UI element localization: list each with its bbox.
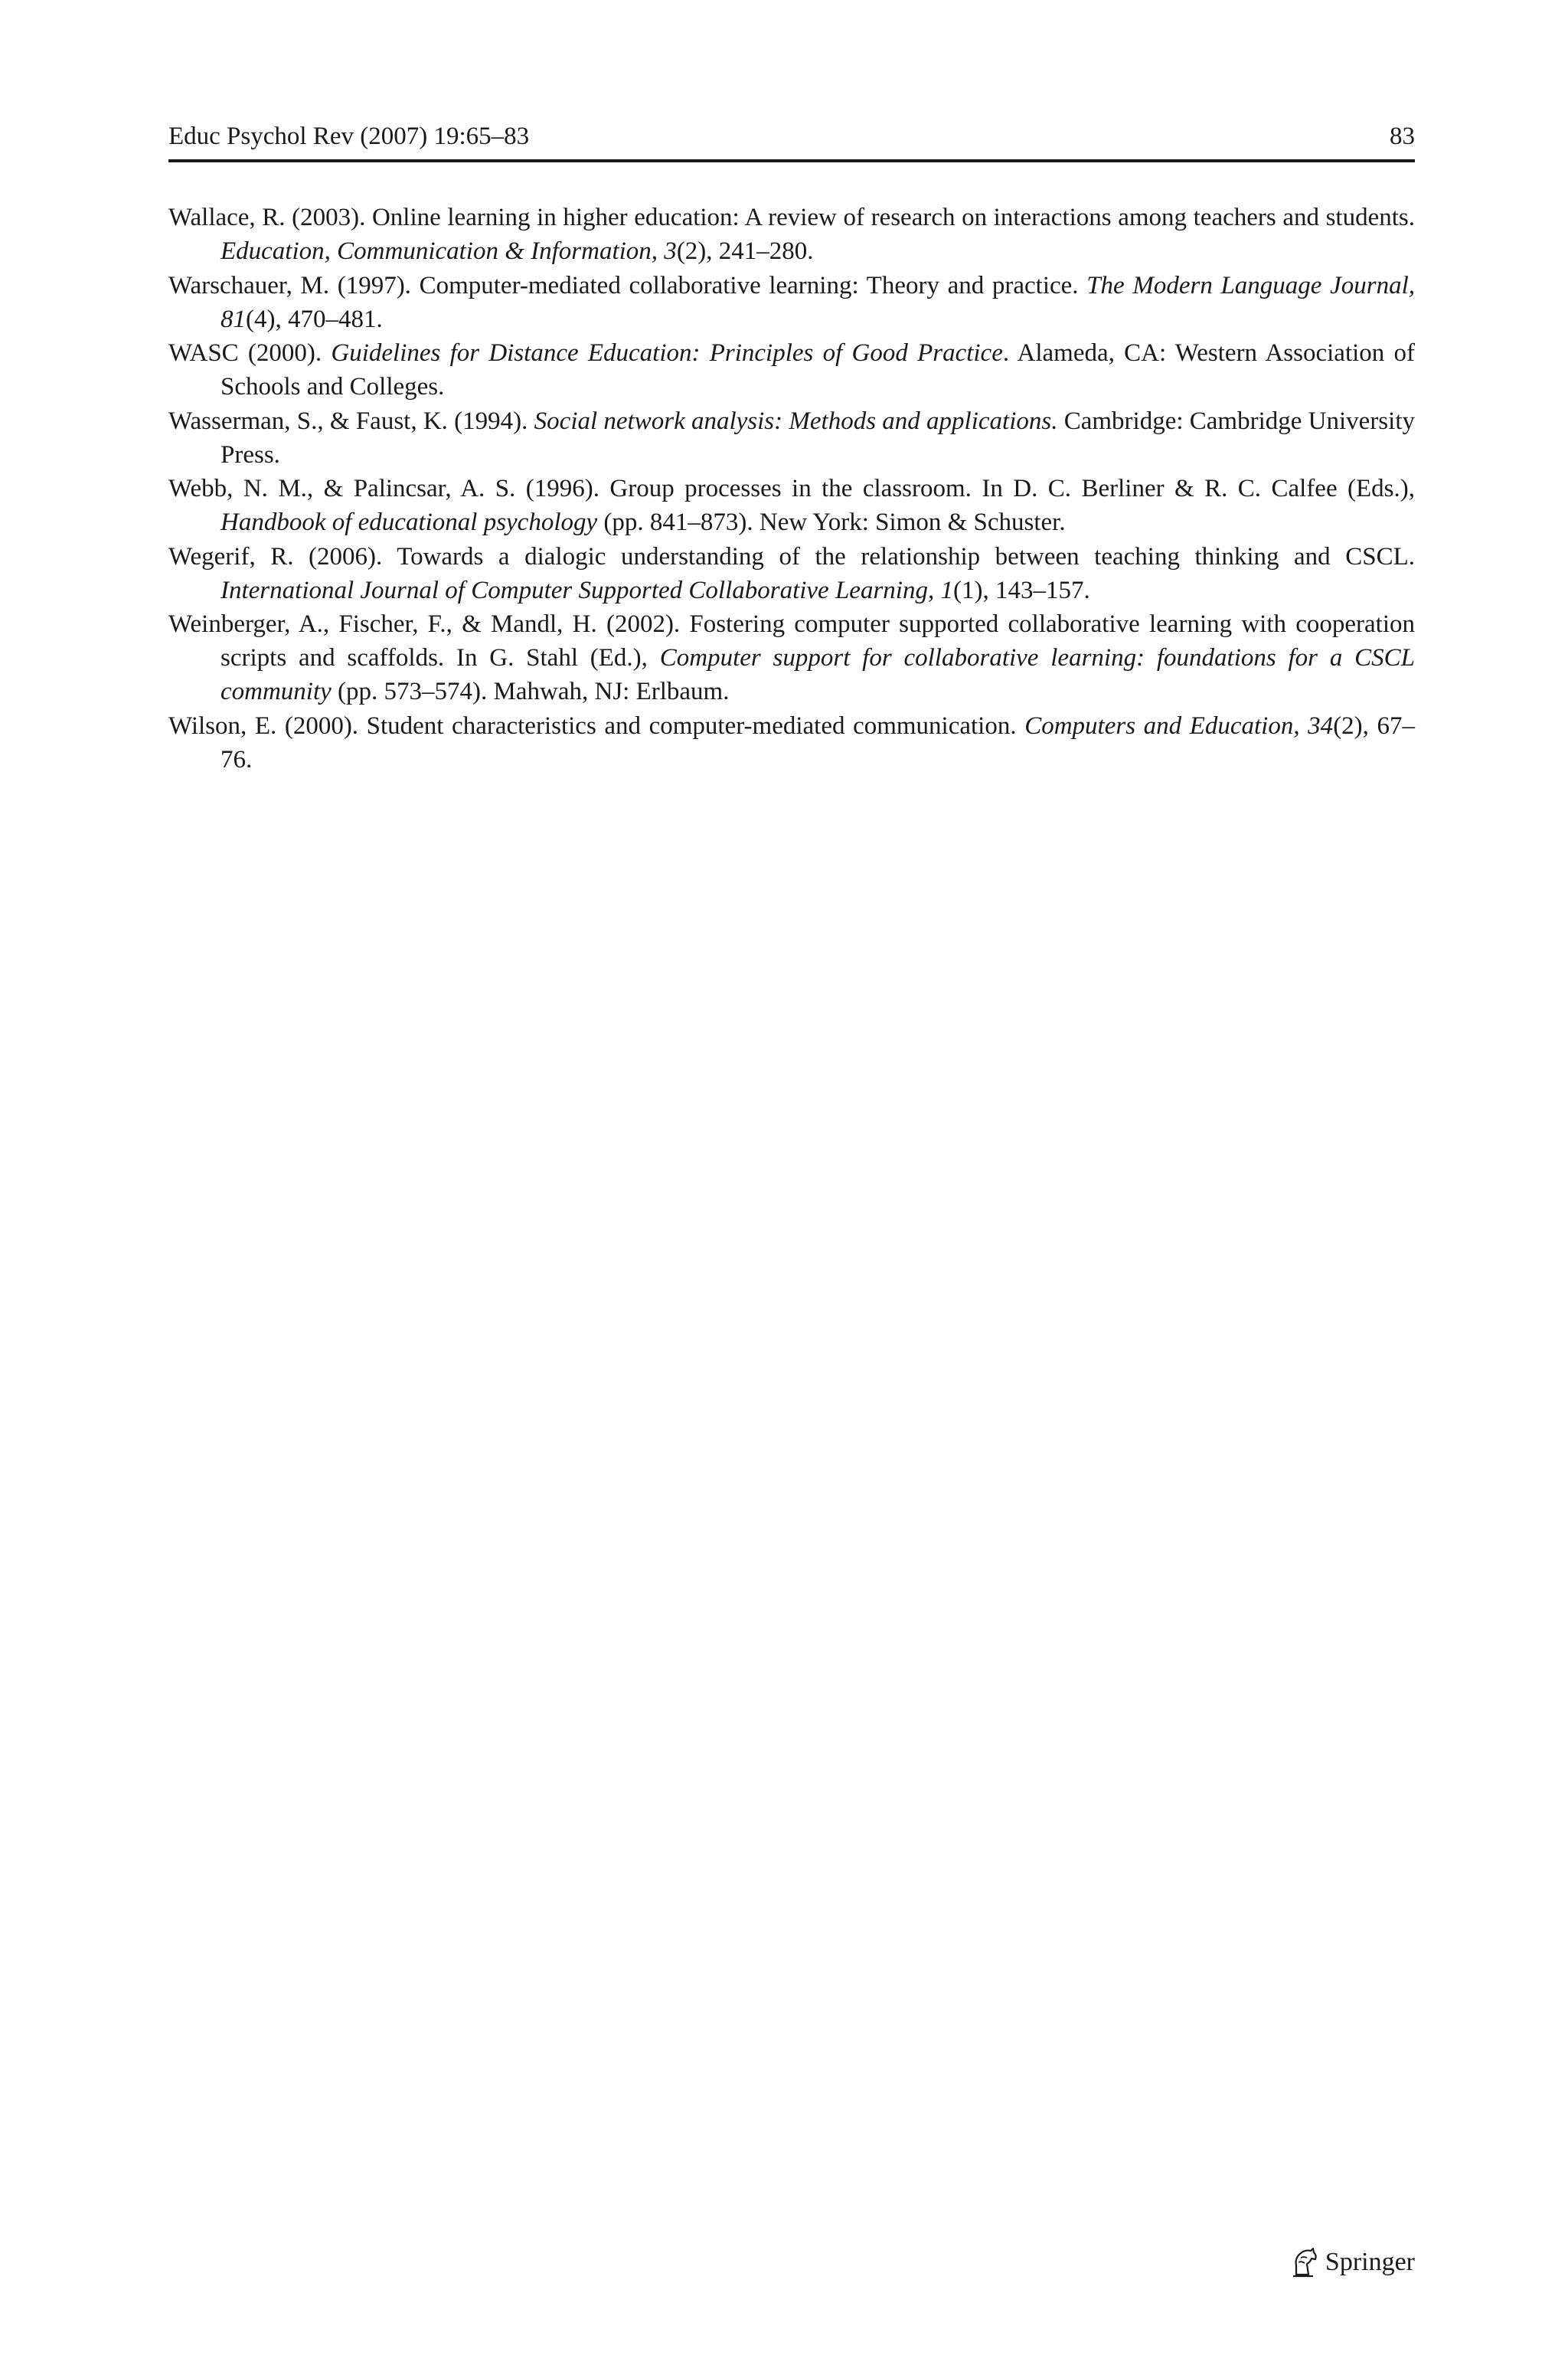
publisher-name: Springer <box>1325 2248 1415 2276</box>
reference-details: (2), 241–280. <box>676 237 814 265</box>
reference-wegerif-2006 <box>168 540 1415 607</box>
reference-source: International Journal of Computer Supported Collaborative Learning, 1 <box>220 576 953 604</box>
reference-wilson-2000 <box>168 709 1415 777</box>
reference-text: Webb, N. M., & Palincsar, A. S. (1996). Group processes in the classroom. In D. C. Berliner & R. C. Calfee (Eds.), <box>168 475 1415 502</box>
reference-list <box>168 201 1415 777</box>
reference-source: The Modern Language Journal, 81 <box>220 271 1415 333</box>
reference-source: Guidelines for Distance Education: Principles of Good Practice <box>331 339 1003 367</box>
running-header <box>168 116 1415 162</box>
reference-text: Wilson, E. (2000). Student characteristics and computer-mediated communication. <box>168 711 1025 740</box>
journal-citation: Educ Psychol Rev (2007) 19:65–83 <box>168 123 530 150</box>
reference-warschauer-1997 <box>168 269 1415 336</box>
page-number: 83 <box>1390 123 1415 150</box>
reference-text: Wasserman, S., & Faust, K. (1994). <box>168 407 534 435</box>
reference-text: WASC (2000). <box>168 339 332 367</box>
springer-horse-icon <box>1290 2247 1319 2278</box>
reference-details: (4), 470–481. <box>246 305 383 333</box>
reference-weinberger-2002 <box>168 607 1415 708</box>
reference-source: Computers and Education, 34 <box>1024 711 1334 740</box>
reference-source: Computer support for collaborative learning: foundations for a CSCL community <box>220 644 1415 705</box>
reference-details: . Alameda, CA: Western Association of Schools and Colleges. <box>220 339 1415 401</box>
reference-source: Social network analysis: Methods and applications. <box>534 407 1058 435</box>
reference-details: (pp. 573–574). Mahwah, NJ: Erlbaum. <box>331 678 730 705</box>
reference-webb-1996 <box>168 472 1415 539</box>
reference-text: Weinberger, A., Fischer, F., & Mandl, H. (2002). Fostering computer supported collaborative learning with cooperation scripts and scaffolds. In G. Stahl (Ed.), <box>168 610 1415 672</box>
publisher-logo <box>1290 2244 1415 2281</box>
reference-details: (1), 143–157. <box>952 576 1090 604</box>
reference-text: Warschauer, M. (1997). Computer-mediated collaborative learning: Theory and practice. <box>168 271 1087 299</box>
reference-wallace-2003 <box>168 201 1415 268</box>
reference-source: Handbook of educational psychology <box>220 509 598 536</box>
reference-text: Wallace, R. (2003). Online learning in higher education: A review of research on interactions among teachers and students. <box>168 204 1415 231</box>
reference-details: Cambridge: Cambridge University Press. <box>220 407 1415 469</box>
reference-wasc-2000 <box>168 336 1415 404</box>
reference-details: (pp. 841–873). New York: Simon & Schuster. <box>597 509 1066 536</box>
reference-text: Wegerif, R. (2006). Towards a dialogic understanding of the relationship between teaching thinking and CSCL. <box>168 542 1415 571</box>
reference-wasserman-1994 <box>168 404 1415 472</box>
reference-details: (2), 67–76. <box>220 711 1415 774</box>
reference-source: Education, Communication & Information, 3 <box>220 237 677 265</box>
